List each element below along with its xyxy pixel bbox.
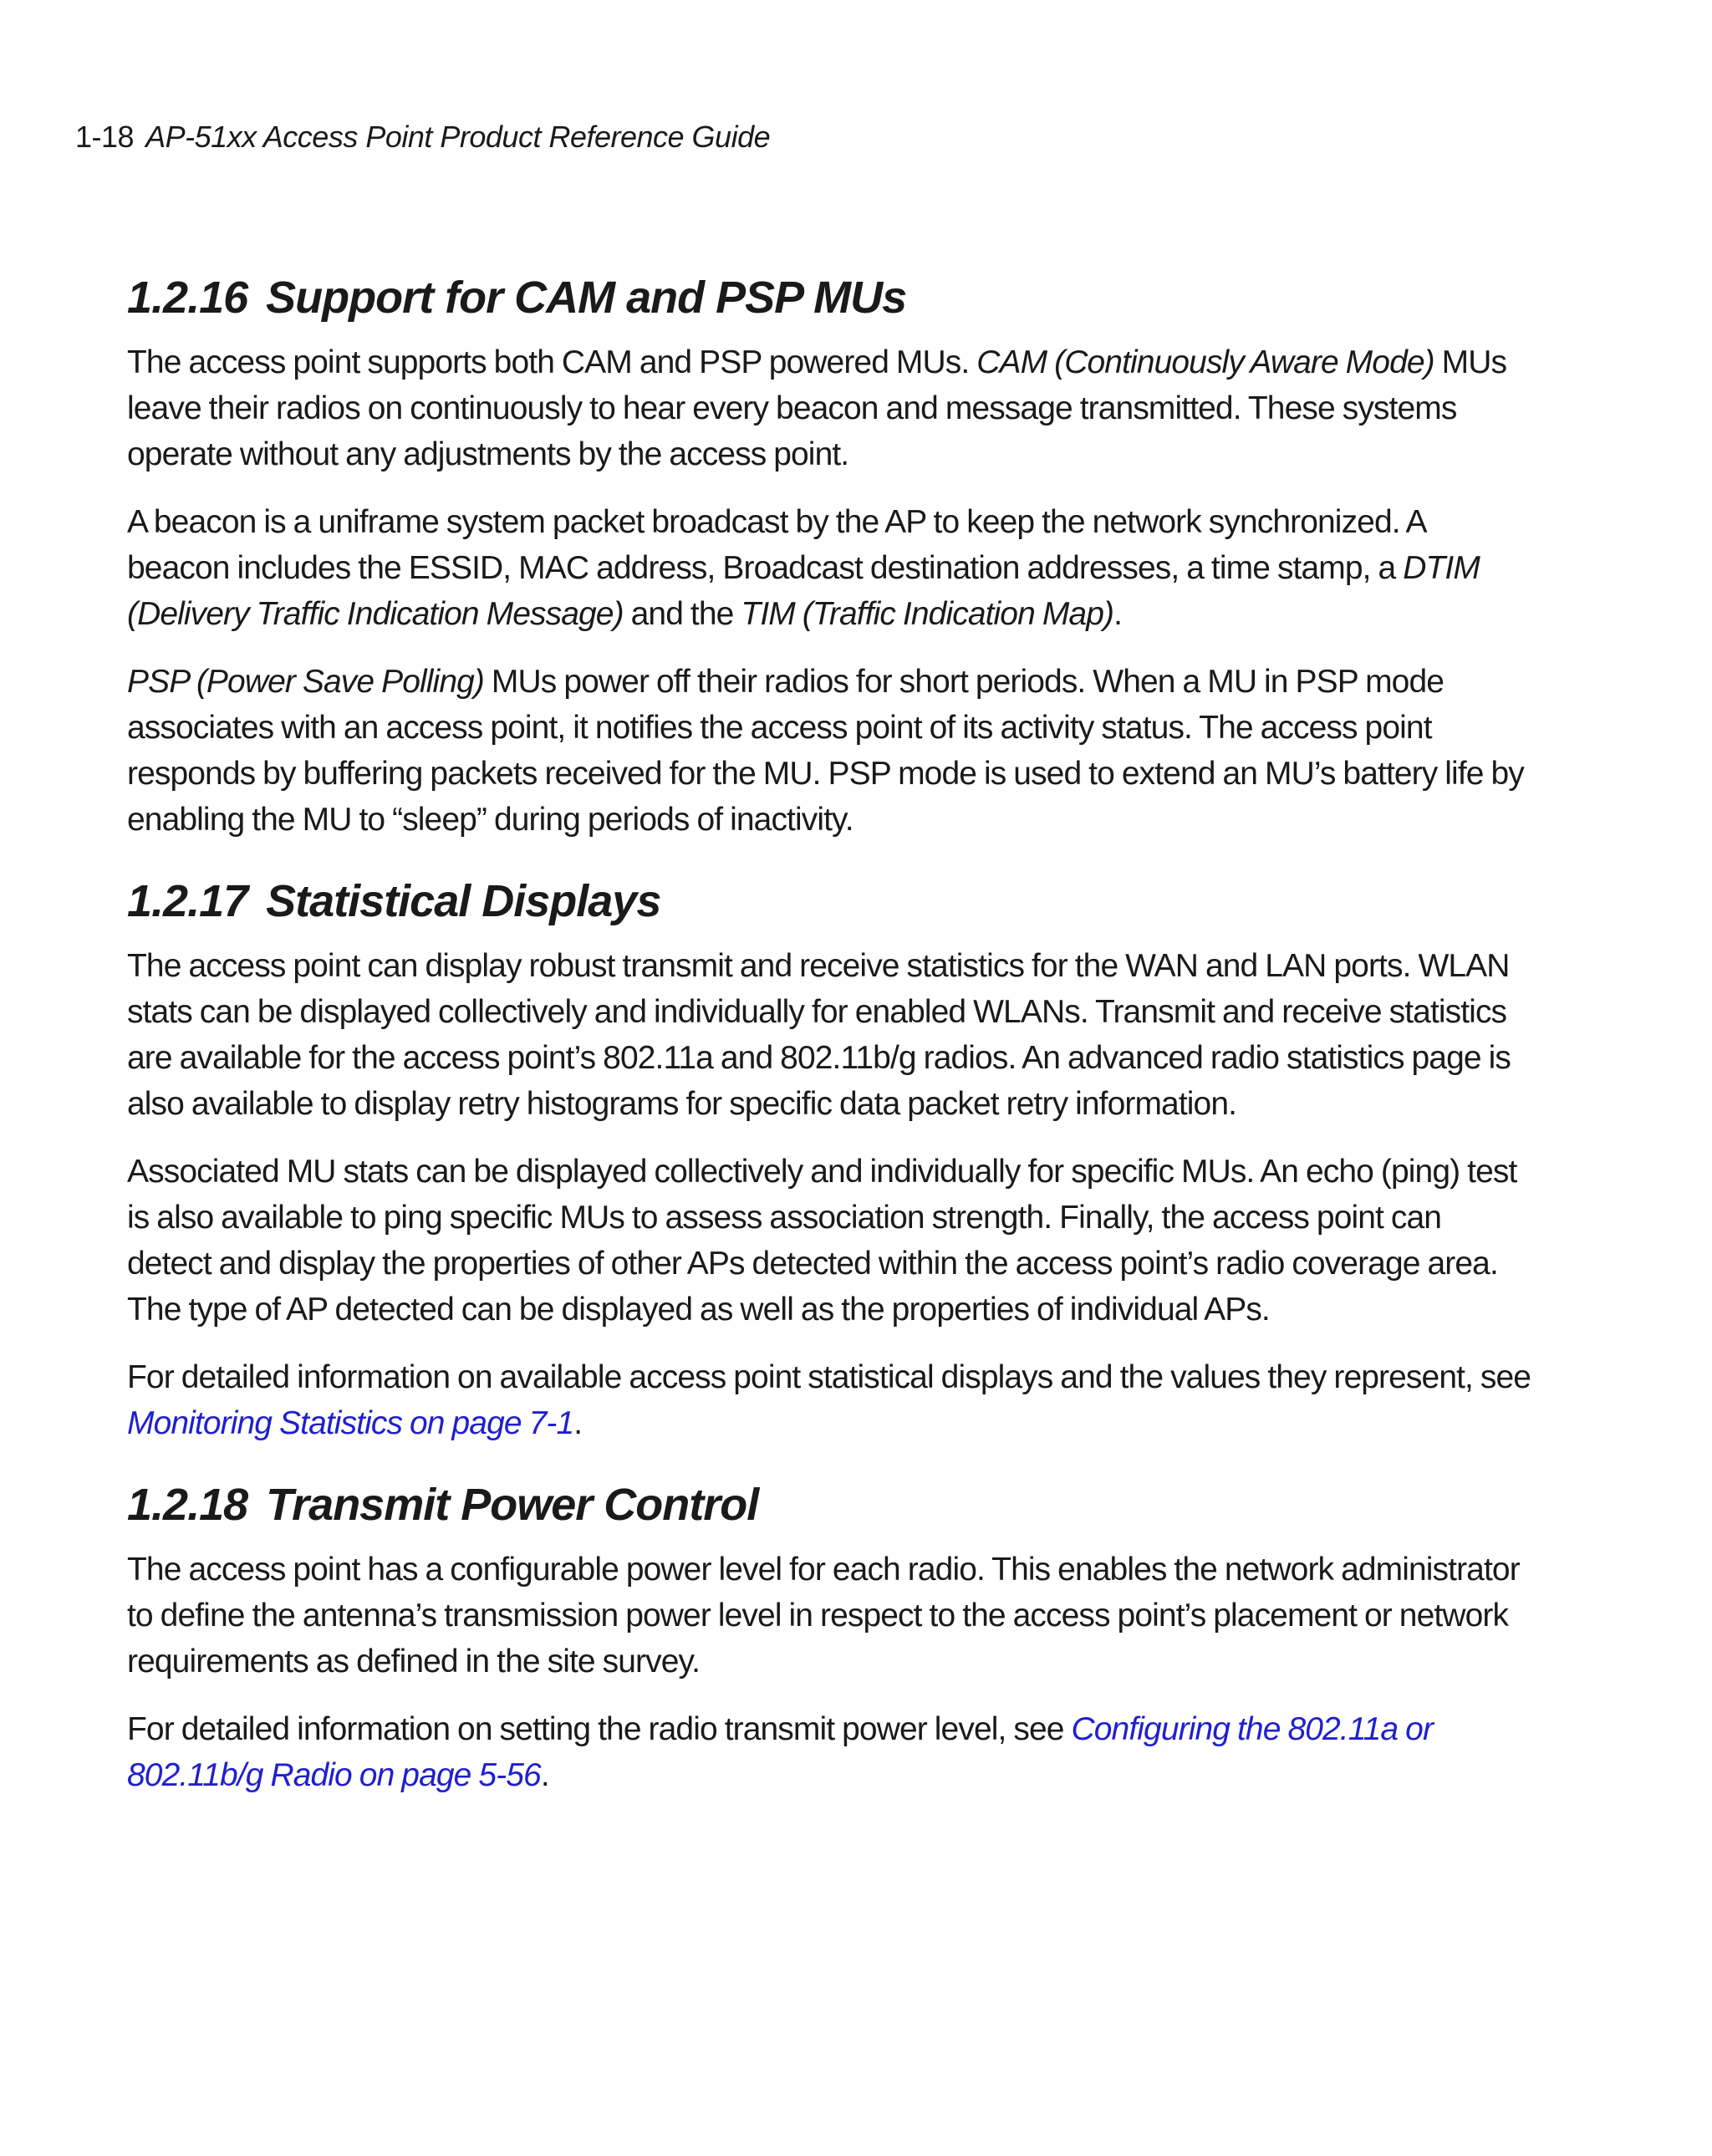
paragraph-mu-stats — [127, 1149, 1531, 1333]
paragraph-power-reference — [127, 1706, 1531, 1798]
running-header — [75, 119, 770, 155]
section-statistical-displays — [127, 871, 1531, 1446]
paragraph-stats-reference — [127, 1354, 1531, 1446]
text-run: MUs leave their radios on continuously to hear every beacon and message transmitted. These systems operate without any adjustments by the access point. — [127, 344, 1507, 472]
page-number: 1-18 — [75, 120, 135, 154]
link-monitoring-statistics[interactable]: Monitoring Statistics on page 7-1 — [127, 1405, 574, 1441]
text-run: The access point has a configurable power level for each radio. This enables the network administrator to define the antenna’s transmission power level in respect to the access point’s placement or network requirements as defined in the site survey. — [127, 1552, 1520, 1679]
text-run: MUs power off their radios for short periods. When a MU in PSP mode associates with an access point, it notifies the access point of its activity status. The access point responds by buffering packets received for the MU. PSP mode is used to extend an MU’s battery life by enabling the MU to “sleep” during periods of inactivity. — [127, 664, 1524, 838]
section-heading-statistical-displays — [127, 871, 1531, 931]
section-title: Statistical Displays — [266, 876, 661, 926]
page-content — [127, 268, 1531, 1827]
paragraph-power-intro — [127, 1547, 1531, 1685]
text-run: For detailed information on setting the radio transmit power level, see — [127, 1711, 1072, 1747]
section-transmit-power — [127, 1475, 1531, 1798]
text-run: . — [573, 1405, 583, 1441]
term-tim: TIM (Traffic Indication Map) — [741, 596, 1114, 632]
section-title: Support for CAM and PSP MUs — [266, 273, 907, 323]
paragraph-stats-intro — [127, 943, 1531, 1127]
text-run: The access point can display robust transmit and receive statistics for the WAN and LAN ports. WLAN stats can be displayed collectively and individually for enabled WLANs. Transmit and receive statistics are available for the access point’s 802.11a and 802.11b/g radios. An advanced radio statistics page is also available to display retry histograms for specific data packet retry information. — [127, 948, 1511, 1122]
section-heading-transmit-power — [127, 1475, 1531, 1535]
section-number: 1.2.16 — [127, 273, 248, 323]
text-run: Associated MU stats can be displayed collectively and individually for specific MUs. An echo (ping) test is also available to ping specific MUs to assess association strength. Finally, the access point can detect and display the properties of other APs detected within the access point’s radio coverage area. The type of AP detected can be displayed as well as the properties of individual APs. — [127, 1154, 1517, 1328]
text-run: A beacon is a uniframe system packet broadcast by the AP to keep the network synchronized. A beacon includes the ESSID, MAC address, Broadcast destination addresses, a time stamp, a — [127, 504, 1425, 586]
text-run: and the — [623, 596, 741, 632]
text-run: . — [540, 1757, 549, 1793]
term-cam: CAM (Continuously Aware Mode) — [976, 344, 1434, 380]
section-number: 1.2.18 — [127, 1480, 248, 1530]
section-heading-cam-psp — [127, 268, 1531, 328]
section-title: Transmit Power Control — [266, 1480, 759, 1530]
section-number: 1.2.17 — [127, 876, 248, 926]
term-dtim: DTIM (Delivery Traffic Indication Message) — [127, 550, 1480, 632]
text-run: . — [1113, 596, 1123, 632]
term-psp: PSP (Power Save Polling) — [127, 664, 484, 700]
guide-title: AP-51xx Access Point Product Reference Guide — [145, 120, 771, 154]
link-configuring-radio[interactable]: Configuring the 802.11a or 802.11b/g Radio on page 5-56 — [127, 1711, 1434, 1793]
text-run: The access point supports both CAM and PSP powered MUs. — [127, 344, 977, 380]
text-run: For detailed information on available access point statistical displays and the values they represent, see — [127, 1359, 1531, 1395]
section-cam-psp — [127, 268, 1531, 843]
paragraph-psp — [127, 659, 1531, 843]
paragraph-cam-intro — [127, 339, 1531, 477]
paragraph-beacon — [127, 499, 1531, 637]
